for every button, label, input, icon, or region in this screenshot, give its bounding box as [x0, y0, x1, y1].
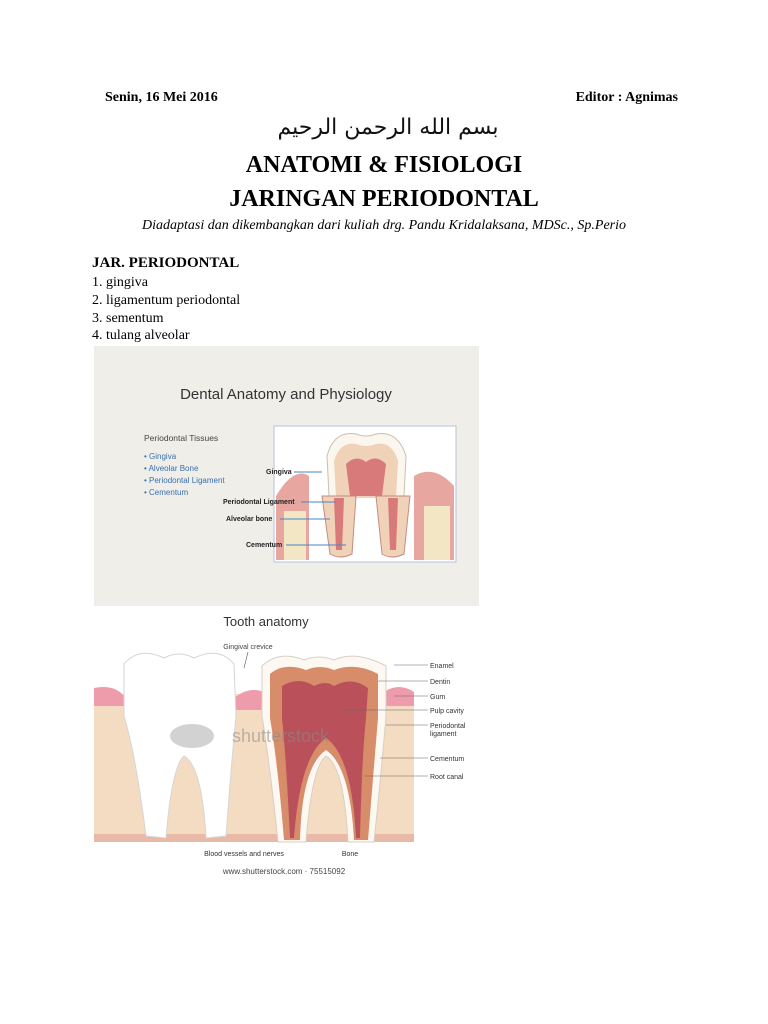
date-text: Senin, 16 Mei 2016	[105, 90, 218, 105]
label-periodontal-ligament: Periodontal Ligament	[223, 499, 295, 506]
list-item: 1. gingiva	[92, 275, 148, 290]
label-enamel: Enamel	[430, 663, 454, 670]
label-cementum: Cementum	[430, 756, 465, 763]
label-gum: Gum	[430, 694, 446, 701]
watermark-text: shutterstock	[232, 726, 330, 746]
label-gingiva: Gingiva	[266, 469, 292, 476]
subtitle: Diadaptasi dan dikembangkan dari kuliah drg. Pandu Kridalaksana, MDSc., Sp.Perio	[142, 218, 626, 233]
slide-title: Dental Anatomy and Physiology	[180, 386, 392, 403]
dental-anatomy-figure	[94, 346, 479, 606]
label-bone: Bone	[341, 851, 359, 858]
tooth-anatomy-figure	[94, 606, 479, 882]
list-item: 3. sementum	[92, 310, 164, 326]
dental-anatomy-slide	[94, 346, 479, 606]
label-alveolar-bone: Alveolar bone	[226, 516, 273, 523]
section-heading: JAR. PERIODONTAL	[92, 255, 240, 271]
basmalah-text: بسم الله الرحمن الرحيم	[277, 115, 499, 140]
title-line-2: JARINGAN PERIODONTAL	[229, 186, 539, 212]
label-cementum: Cementum	[246, 542, 283, 549]
slide-list-item: • Gingiva	[144, 452, 177, 461]
label-ligament: ligament	[430, 731, 457, 738]
label-pulp-cavity: Pulp cavity	[430, 708, 464, 715]
figure-footer: www.shutterstock.com · 75515092	[222, 867, 346, 876]
label-periodontal: Periodontal	[430, 723, 466, 730]
slide-list-item: • Alveolar Bone	[144, 464, 199, 473]
label-gingival-crevice: Gingival crevice	[223, 644, 273, 651]
tooth-anatomy-illustration	[94, 606, 479, 882]
label-root-canal: Root canal	[430, 774, 464, 781]
tooth-cross-section-illustration	[274, 426, 456, 562]
list-item: 2. ligamentum periodontal	[92, 292, 241, 308]
figure-title: Tooth anatomy	[223, 614, 309, 629]
basmalah-calligraphy	[277, 106, 499, 144]
slide-list-item: • Cementum	[144, 488, 189, 497]
slide-list-item: • Periodontal Ligament	[144, 476, 225, 485]
label-dentin: Dentin	[430, 679, 451, 686]
title-line-1: ANATOMI & FISIOLOGI	[245, 152, 523, 178]
label-blood-vessels: Blood vessels and nerves	[204, 851, 284, 858]
list-item: 4. tulang alveolar	[92, 328, 190, 344]
watermark-logo	[170, 724, 214, 748]
slide-list-title: Periodontal Tissues	[144, 433, 219, 443]
tissue-list	[92, 274, 240, 345]
editor-text: Editor : Agnimas	[575, 90, 678, 105]
